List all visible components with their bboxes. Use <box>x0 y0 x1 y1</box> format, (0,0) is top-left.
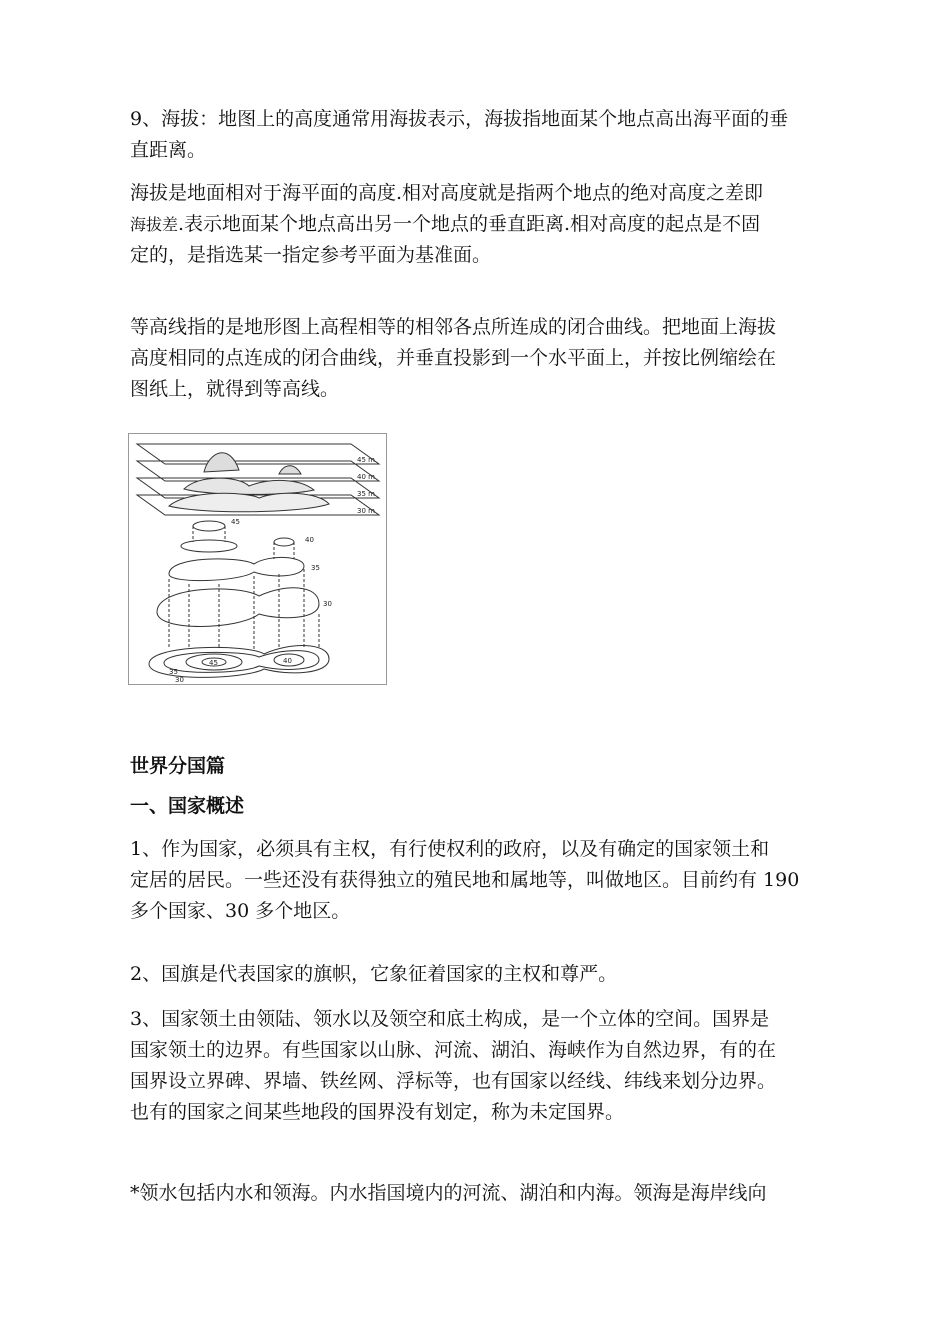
column-label-35: 35 <box>311 564 320 572</box>
column-40-top <box>181 540 237 552</box>
paragraph-elevation-definition <box>130 104 875 166</box>
paragraph-territorial-waters <box>130 1178 875 1209</box>
text-line: 图纸上，就得到等高线。 <box>130 378 340 400</box>
text-line: 1、作为国家，必须具有主权，有行使权利的政府，以及有确定的国家领土和 <box>130 838 770 860</box>
hill-base-shape <box>169 493 329 512</box>
text-line: 海拔是地面相对于海平面的高度.相对高度就是指两个地点的绝对高度之差即 <box>130 182 764 204</box>
section-title: 世界分国篇 <box>130 755 226 777</box>
column-label-30: 30 <box>323 600 332 608</box>
contour-diagram-svg <box>129 434 386 684</box>
paragraph-territory <box>130 1004 875 1128</box>
text-line: 直距离。 <box>130 139 207 161</box>
text-line: 国界设立界碑、界墙、铁丝网、浮标等，也有国家以经线、纬线来划分边界。 <box>130 1070 777 1092</box>
small-text: 海拔差 <box>130 215 179 234</box>
contour-label-45: 45 <box>209 659 218 667</box>
contour-diagram-image <box>128 433 387 685</box>
text-line: 等高线指的是地形图上高程相等的相邻各点所连成的闭合曲线。把地面上海拔 <box>130 316 777 338</box>
paragraph-national-flag <box>130 959 875 990</box>
text-line: 3、国家领土由领陆、领水以及领空和底土构成，是一个立体的空间。国界是 <box>130 1008 770 1030</box>
text-line: 高度相同的点连成的闭合曲线，并垂直投影到一个水平面上，并按比例缩绘在 <box>130 347 777 369</box>
column-label-40: 40 <box>305 536 314 544</box>
column-40-small-top <box>274 538 294 546</box>
paragraph-relative-height <box>130 178 875 271</box>
column-label-45: 45 <box>231 518 240 526</box>
text-line <box>130 209 875 240</box>
text-line: *领水包括内水和领海。内水指国境内的河流、湖泊和内海。领海是海岸线向 <box>130 1182 767 1204</box>
text-line: 也有的国家之间某些地段的国界没有划定，称为未定国界。 <box>130 1101 625 1123</box>
text-line: 多个国家、30 多个地区。 <box>130 900 351 922</box>
text-line: 9、海拔：地图上的高度通常用海拔表示，海拔指地面某个地点高出海平面的垂 <box>130 108 789 130</box>
layer-30-outline <box>157 588 319 627</box>
section-subtitle: 一、国家概述 <box>130 795 245 817</box>
contour-label-35: 35 <box>169 668 178 676</box>
column-45-top <box>193 521 225 531</box>
paragraph-contour-lines <box>130 312 875 405</box>
hill-peak-shape <box>204 453 239 472</box>
layer-35-outline <box>169 557 304 580</box>
layer-label-30: 30 m <box>357 507 375 515</box>
layer-label-45: 45 m <box>357 456 375 464</box>
layer-label-40: 40 m <box>357 473 375 481</box>
paragraph-country-definition <box>130 834 875 927</box>
text-line: 2、国旗是代表国家的旗帜，它象征着国家的主权和尊严。 <box>130 963 618 985</box>
hill-small-shape <box>279 466 301 474</box>
contour-label-30: 30 <box>175 676 184 684</box>
layer-label-35: 35 m <box>357 490 375 498</box>
text-line: 定的，是指选某一指定参考平面为基准面。 <box>130 244 492 266</box>
text-line: 定居的居民。一些还没有获得独立的殖民地和属地等，叫做地区。目前约有 190 <box>130 869 800 891</box>
text-line: 国家领土的边界。有些国家以山脉、河流、湖泊、海峡作为自然边界，有的在 <box>130 1039 777 1061</box>
text-fragment: .表示地面某个地点高出另一个地点的垂直距离.相对高度的起点是不固 <box>178 213 761 235</box>
contour-label-40: 40 <box>283 657 292 665</box>
